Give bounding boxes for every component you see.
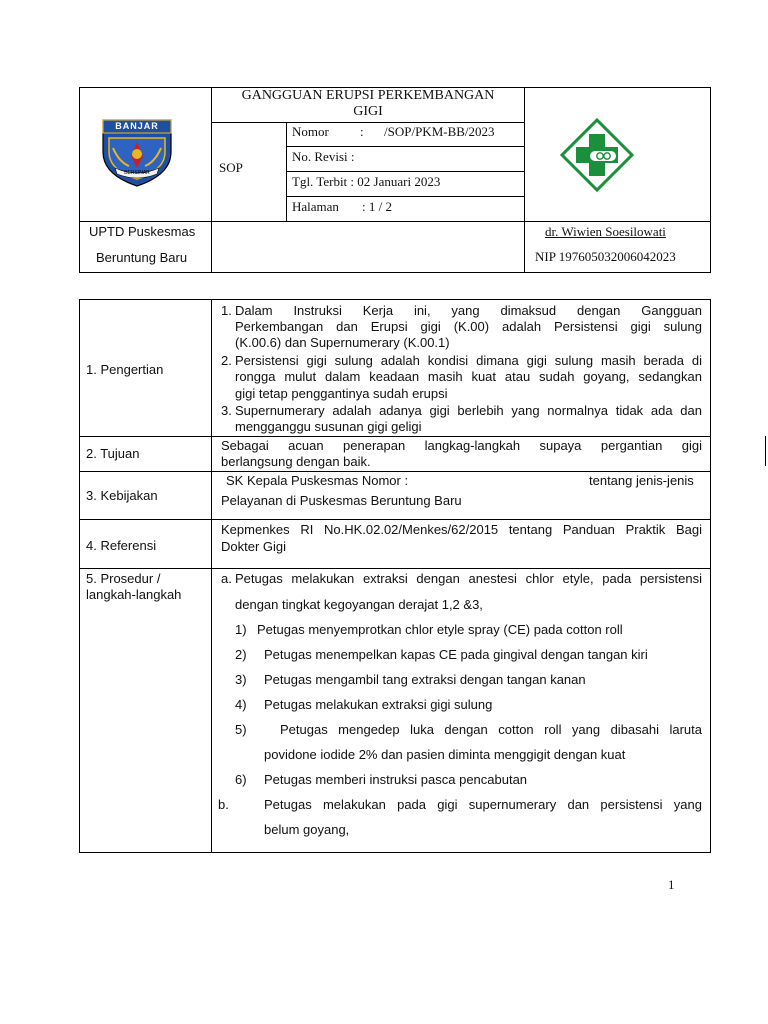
prosedur-b-marker: b. [218, 797, 229, 812]
kebijakan-line2: Pelayanan di Puskesmas Beruntung Baru [221, 493, 462, 508]
nomor-separator: : [360, 124, 364, 139]
row-label-referensi: 4. Referensi [86, 538, 157, 553]
row-label-prosedur-line2: langkah-langkah [86, 587, 182, 602]
page-edge-marker [765, 436, 766, 466]
step-text: Petugas menyemprotkan chlor etyle spray (CE) pada cotton roll [257, 622, 623, 637]
puskesmas-logo [560, 118, 634, 192]
prosedur-a-line2: dengan tingkat kegoyangan derajat 1,2 &3, [235, 597, 483, 612]
item-number: 3. [221, 403, 232, 418]
signer-nip: NIP 197605032006042023 [535, 249, 676, 264]
step-text-continued: povidone iodide 2% dan pasien diminta menggigit dengan kuat [264, 747, 626, 762]
step-number: 6) [235, 772, 247, 787]
item-line: Perkembangan dan Erupsi gigi (K.00) adalah Persistensi gigi sulung [235, 319, 702, 334]
nomor-value: /SOP/PKM-BB/2023 [384, 124, 495, 139]
row-label-tujuan: 2. Tujuan [86, 446, 140, 461]
tujuan-line2: berlangsung dengan baik. [221, 454, 371, 469]
item-line: mengganggu susunan gigi geligi [235, 419, 422, 434]
prosedur-b-line2: belum goyang, [264, 822, 350, 837]
kebijakan-line1-left: SK Kepala Puskesmas Nomor : [226, 473, 409, 488]
terbit-field: Tgl. Terbit : 02 Januari 2023 [292, 174, 441, 189]
referensi-line2: Dokter Gigi [221, 539, 287, 554]
crest-ribbon-text: BERSINAR [124, 170, 150, 176]
step-number: 5) [235, 722, 247, 737]
row-label-kebijakan: 3. Kebijakan [86, 488, 158, 503]
page-number: 1 [668, 877, 675, 892]
doc-title-line1: GANGGUAN ERUPSI PERKEMBANGAN [241, 88, 495, 103]
referensi-line1: Kepmenkes RI No.HK.02.02/Menkes/62/2015 tentang Panduan Praktik Bagi [221, 522, 702, 537]
step-text: Petugas melakukan extraksi gigi sulung [264, 697, 493, 712]
org-name-line1: UPTD Puskesmas [89, 224, 196, 239]
step-text: Petugas menempelkan kapas CE pada gingival dengan tangan kiri [264, 647, 648, 662]
prosedur-a-line1: Petugas melakukan extraksi dengan anestesi chlor etyle, pada persistensi [235, 571, 702, 586]
sop-label: SOP [219, 160, 243, 175]
item-number: 1. [221, 303, 232, 318]
banjar-crest-logo [99, 118, 175, 188]
item-line: Dalam Instruksi Kerja ini, yang dimaksud dengan Gangguan [235, 303, 702, 318]
item-number: 2. [221, 353, 232, 368]
nomor-label: Nomor [292, 124, 329, 139]
row-label-pengertian: 1. Pengertian [86, 362, 164, 377]
tujuan-line1: Sebagai acuan penerapan langkag-langkah supaya pergantian gigi [221, 438, 702, 453]
step-text: Petugas mengedep luka dengan cotton roll yang dibasahi laruta [280, 722, 702, 737]
halaman-value: : 1 / 2 [362, 199, 392, 214]
signer-name: dr. Wiwien Soesilowati [545, 224, 666, 239]
item-line: (K.00.6) dan Supernumerary (K.00.1) [235, 335, 450, 350]
step-number: 4) [235, 697, 247, 712]
step-number: 1) [235, 622, 247, 637]
step-text: Petugas mengambil tang extraksi dengan tangan kanan [264, 672, 586, 687]
halaman-label: Halaman [292, 199, 339, 214]
step-number: 2) [235, 647, 247, 662]
step-number: 3) [235, 672, 247, 687]
kebijakan-line1-right: tentang jenis-jenis [589, 473, 694, 488]
row-label-prosedur-line1: 5. Prosedur / [86, 571, 161, 586]
org-name-line2: Beruntung Baru [96, 250, 188, 265]
item-line: Supernumerary adalah adanya gigi berlebih yang normalnya tidak ada dan [235, 403, 702, 418]
step-text: Petugas memberi instruksi pasca pencabutan [264, 772, 528, 787]
item-line: gigi tetap penggantinya sudah erupsi [235, 386, 448, 401]
prosedur-a-marker: a. [221, 571, 232, 586]
revisi-field: No. Revisi : [292, 149, 355, 164]
prosedur-b-line1: Petugas melakukan pada gigi supernumerary dan persistensi yang [264, 797, 702, 812]
doc-title-line2: GIGI [353, 104, 383, 119]
item-line: Persistensi gigi sulung adalah kondisi dimana gigi sulung masih berada di [235, 353, 702, 368]
item-line: rongga mulut dalam keadaan masih kuat atau sudah goyang, sedangkan [235, 369, 702, 384]
crest-title-text: BANJAR [115, 121, 159, 131]
